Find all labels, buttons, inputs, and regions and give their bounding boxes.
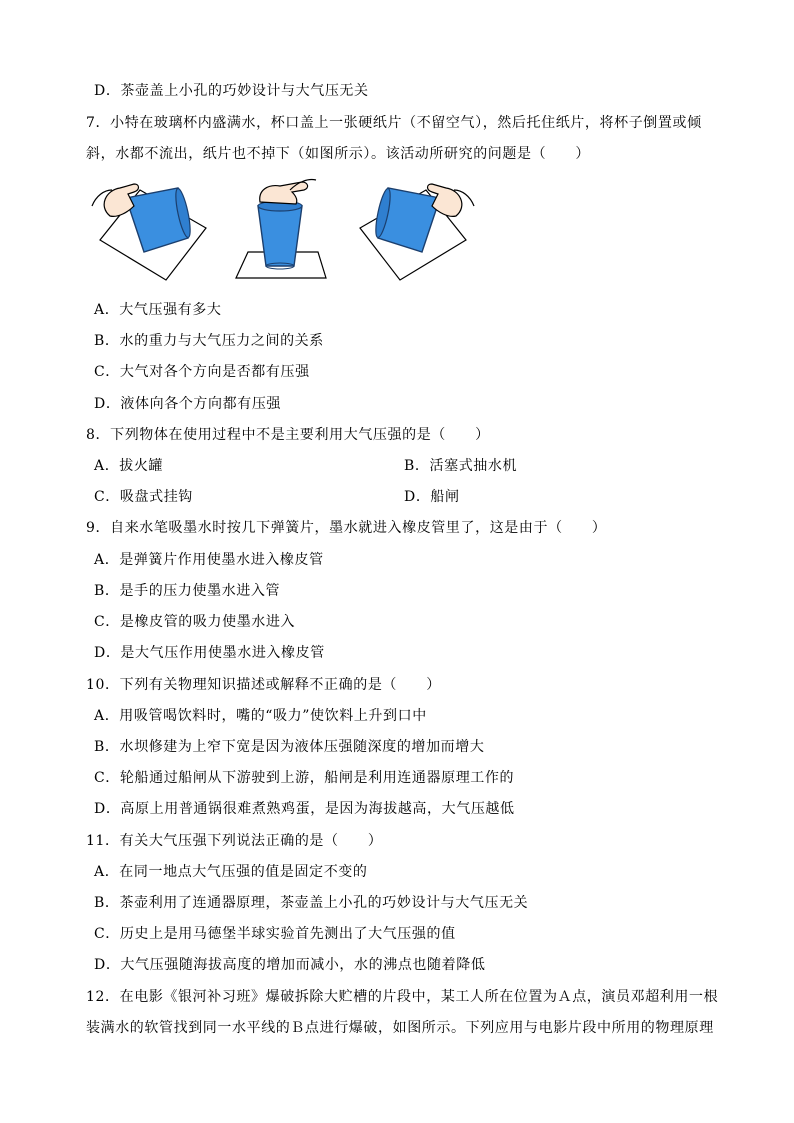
- q7-stem-line-1: 7．小特在玻璃杯内盛满水，杯口盖上一张硬纸片（不留空气），然后托住纸片，将杯子倒置或倾: [86, 115, 702, 131]
- q8-option-c: C．吸盘式挂钩: [94, 489, 193, 505]
- tilted-cup-right-icon: [348, 176, 478, 282]
- q9-option-b: B．是手的压力使墨水进入管: [94, 583, 281, 599]
- q12-stem-line-1: 12．在电影《银河补习班》爆破拆除大贮槽的片段中，某工人所在位置为Ａ点，演员邓超利用一根: [86, 989, 719, 1005]
- q11-option-b: B．茶壶利用了连通器原理，茶壶盖上小孔的巧妙设计与大气压无关: [94, 895, 529, 911]
- inverted-cup-middle-icon: [230, 176, 330, 282]
- q8-option-a: A．拔火罐: [94, 458, 164, 474]
- q7-stem-line-2: 斜，水都不流出，纸片也不掉下（如图所示）。该活动所研究的问题是（ ）: [86, 146, 590, 162]
- q9-option-d: D．是大气压作用使墨水进入橡皮管: [94, 645, 325, 661]
- q9-option-c: C．是橡皮管的吸力使墨水进入: [94, 614, 296, 630]
- q11-option-c: C．历史上是用马德堡半球实验首先测出了大气压强的值: [94, 926, 456, 942]
- q7-option-c: C．大气对各个方向是否都有压强: [94, 364, 310, 380]
- tilted-cup-left-icon: [88, 176, 218, 282]
- q6-option-d: D．茶壶盖上小孔的巧妙设计与大气压无关: [94, 83, 369, 99]
- q7-option-d: D．液体向各个方向都有压强: [94, 396, 282, 412]
- q7-option-b: B．水的重力与大气压力之间的关系: [94, 333, 324, 349]
- q10-option-c: C．轮船通过船闸从下游驶到上游，船闸是利用连通器原理工作的: [94, 770, 515, 786]
- q7-option-a: A．大气压强有多大: [94, 302, 222, 318]
- q11-stem: 11．有关大气压强下列说法正确的是（ ）: [86, 833, 383, 849]
- q10-option-d: D．高原上用普通锅很难煮熟鸡蛋，是因为海拔越高，大气压越低: [94, 801, 515, 817]
- q12-stem-line-2: 装满水的软管找到同一水平线的Ｂ点进行爆破，如图所示。下列应用与电影片段中所用的物理原理: [86, 1020, 714, 1036]
- q10-stem: 10．下列有关物理知识描述或解释不正确的是（ ）: [86, 677, 441, 693]
- q9-stem: 9．自来水笔吸墨水时按几下弹簧片，墨水就进入橡皮管里了，这是由于（ ）: [86, 520, 607, 536]
- q9-option-a: A．是弹簧片作用使墨水进入橡皮管: [94, 552, 324, 568]
- q10-option-a: A．用吸管喝饮料时，嘴的“吸力”使饮料上升到口中: [94, 708, 427, 724]
- q8-option-d: D．船闸: [404, 489, 460, 505]
- q11-option-a: A．在同一地点大气压强的值是固定不变的: [94, 864, 368, 880]
- q11-option-d: D．大气压强随海拔高度的增加而减小，水的沸点也随着降低: [94, 957, 486, 973]
- q8-stem: 8．下列物体在使用过程中不是主要利用大气压强的是（ ）: [86, 427, 490, 443]
- q8-option-b: B．活塞式抽水机: [404, 458, 518, 474]
- inverted-cup-experiment-figure: [88, 176, 478, 282]
- q10-option-b: B．水坝修建为上窄下宽是因为液体压强随深度的增加而增大: [94, 739, 485, 755]
